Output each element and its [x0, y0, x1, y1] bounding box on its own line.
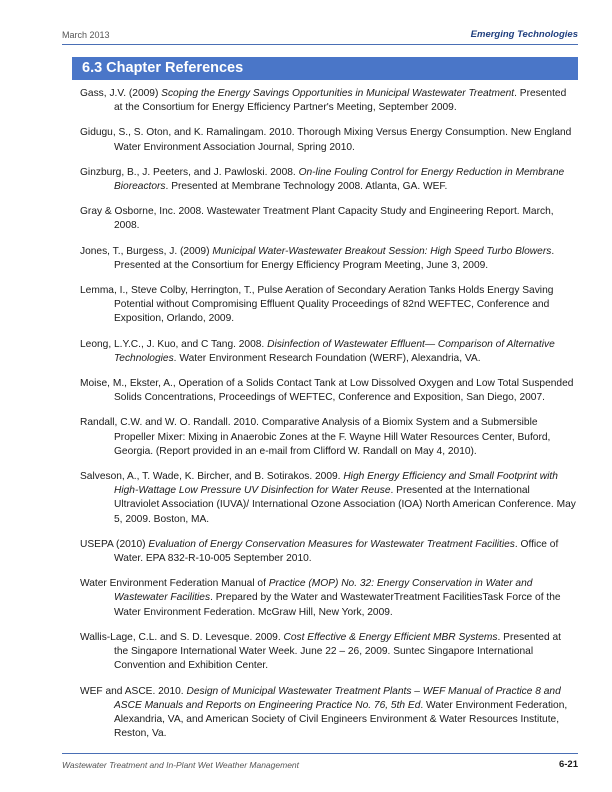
reference-item — [80, 685, 576, 742]
reference-authors: Jones, T., Burgess, J. (2009) — [80, 245, 213, 257]
reference-details: . Water Environment Research Foundation (WERF), Alexandria, VA. — [173, 352, 481, 364]
footer-document-title: Wastewater Treatment and In-Plant Wet Weather Management — [62, 760, 300, 770]
reference-title: Practice (MOP) No. 32: Energy Conservation in Water and Wastewater Facilities — [114, 578, 533, 604]
reference-title: High Energy Efficiency and Small Footprint with High-Wattage Low Pressure UV Disinfection for Water Reuse — [114, 471, 558, 497]
reference-authors: Wallis-Lage, C.L. and S. D. Levesque. 2009. — [80, 631, 284, 643]
reference-list — [80, 87, 576, 752]
footer-divider — [62, 753, 578, 754]
reference-details: . Office of Water. EPA 832-R-10-005 September 2010. — [114, 538, 559, 565]
reference-item — [80, 416, 576, 459]
reference-title: Disinfection of Wastewater Effluent— Comparison of Alternative Technologies — [114, 338, 555, 364]
reference-details: . Water Environment Federation, Alexandria, VA, and American Society of Civil Engineers Environment & Water Resources Institute, Reston, Va. — [114, 699, 568, 740]
reference-title: Evaluation of Energy Conservation Measures for Wastewater Treatment Facilities — [148, 538, 515, 550]
reference-item — [80, 284, 576, 327]
reference-authors: Ginzburg, B., J. Peeters, and J. Pawloski. 2008. — [80, 166, 299, 178]
header-section-name: Emerging Technologies — [470, 29, 578, 40]
section-title: 6.3 Chapter References — [82, 60, 244, 76]
page-footer — [62, 758, 578, 772]
reference-title: Municipal Water-Wastewater Breakout Session: High Speed Turbo Blowers — [212, 245, 552, 257]
reference-authors: Gray & Osborne, Inc. 2008. Wastewater Treatment Plant Capacity Study and Engineering Report. March, 2008. — [80, 206, 554, 232]
reference-item — [80, 126, 576, 154]
reference-authors: Randall, C.W. and W. O. Randall. 2010. Comparative Analysis of a Biomix System and a Submersible Propeller Mixer: Mixing in Anaerobic Zones at the F. Wayne Hill Water Resources Center, Buford, Georgia. (Report provided in an e-mail from Clifford W. Randall on May 4, 2010). — [80, 417, 551, 457]
reference-title: On-line Fouling Control for Energy Reduction in Membrane Bioreactors — [114, 166, 565, 193]
reference-item — [80, 538, 576, 566]
reference-authors: Leong, L.Y.C., J. Kuo, and C Tang. 2008. — [80, 338, 268, 350]
reference-details: . Presented at the Singapore International Water Week. June 22 – 26, 2009. Suntec Singapore International Convention and Exhibition Center. — [114, 631, 561, 672]
reference-details: . Prepared by the Water and WastewaterTreatment FacilitiesTask Force of the Water Environment Federation. McGraw Hill, New York, 2009. — [114, 592, 561, 618]
reference-details: . Presented at the Consortium for Energy Efficiency Program Meeting, June 3, 2009. — [114, 245, 555, 271]
reference-details: . Presented at the Consortium for Energy Efficiency Partner's Meeting, September 2009. — [114, 88, 567, 114]
header-date: March 2013 — [62, 30, 110, 40]
page-number: 6-21 — [558, 759, 578, 770]
reference-authors: Gass, J.V. (2009) — [80, 88, 162, 99]
reference-authors: Salveson, A., T. Wade, K. Bircher, and B. Sotirakos. 2009. — [80, 471, 344, 483]
reference-details: . Presented at the International Ultraviolet Association (IUVA)/ International Ozone Association (IOA) North American Conference. May 5, 2009. Boston, MA. — [114, 485, 576, 525]
section-banner — [72, 57, 578, 80]
reference-title: Scoping the Energy Savings Opportunities in Municipal Wastewater Treatment — [161, 88, 515, 99]
header-divider — [62, 44, 578, 45]
reference-item — [80, 205, 576, 233]
reference-item — [80, 338, 576, 366]
reference-item — [80, 87, 576, 115]
reference-title: Cost Effective & Energy Efficient MBR Systems — [283, 631, 498, 643]
reference-authors: USEPA (2010) — [80, 538, 149, 550]
reference-authors: Water Environment Federation Manual of — [80, 578, 269, 590]
reference-item — [80, 577, 576, 620]
reference-item — [80, 470, 576, 527]
reference-item — [80, 166, 576, 194]
page-header — [62, 28, 578, 44]
reference-authors: Lemma, I., Steve Colby, Herrington, T., Pulse Aeration of Secondary Aeration Tanks Holds Energy Saving Potential without Compromising Effluent Quality Proceedings of 82nd WEFTEC, Conference and Exposition, Orlando, 2009. — [80, 285, 554, 325]
reference-details: . Presented at Membrane Technology 2008. Atlanta, GA. WEF. — [165, 181, 448, 193]
reference-title: Design of Municipal Wastewater Treatment Plants – WEF Manual of Practice 8 and ASCE Manuals and Reports on Engineering Practice No. 76, 5th Ed — [114, 685, 561, 711]
reference-item — [80, 377, 576, 405]
reference-item — [80, 245, 576, 273]
reference-authors: WEF and ASCE. 2010. — [80, 685, 187, 697]
reference-item — [80, 631, 576, 674]
reference-authors: Moise, M., Ekster, A., Operation of a Solids Contact Tank at Low Dissolved Oxygen and Low Total Suspended Solids Concentrations, Proceedings of WEFTEC, Conference and Exposition, San Diego, 2007. — [80, 378, 574, 404]
reference-authors: Gidugu, S., S. Oton, and K. Ramalingam. 2010. Thorough Mixing Versus Energy Consumption. New England Water Environment Association Journal, Spring 2010. — [80, 127, 572, 153]
